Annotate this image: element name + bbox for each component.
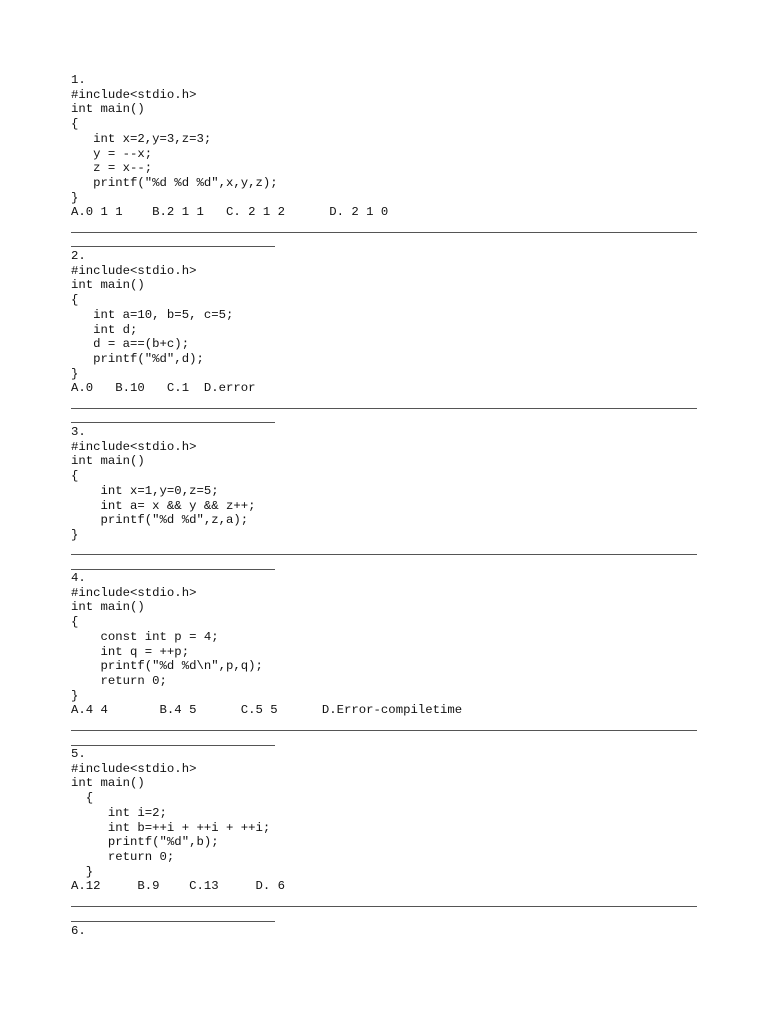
separator-line [71,246,275,247]
code-line: int main() [71,278,145,293]
code-line: } [71,864,94,879]
code-line: z = x--; [71,161,153,176]
separator-line [71,422,275,423]
code-line: printf("%d",b); [71,835,219,850]
question-6 [71,924,86,939]
separator-line [71,408,697,409]
code-line: int main() [71,454,145,469]
code-line: printf("%d %d\n",p,q); [71,659,263,674]
question-number: 5. [71,747,86,761]
question-1 [71,73,388,220]
answer-options: A.12 B.9 C.13 D. 6 [71,879,286,894]
code-line: } [71,688,79,703]
code-line: int q = ++p; [71,644,190,659]
code-line: #include<stdio.h> [71,439,197,454]
code-line: int b=++i + ++i + ++i; [71,820,271,835]
code-line: { [71,293,79,308]
separator-line [71,745,275,746]
code-line: #include<stdio.h> [71,263,197,278]
code-line: int main() [71,600,145,615]
separator-line [71,730,697,731]
separator-line [71,921,275,922]
question-3 [71,425,255,543]
code-line: printf("%d",d); [71,351,204,366]
question-number: 3. [71,425,86,439]
code-line: } [71,366,79,381]
separator-line [71,906,697,907]
separator-line [71,554,697,555]
code-line: { [71,117,79,132]
question-2 [71,249,255,396]
code-line: printf("%d %d %d",x,y,z); [71,175,278,190]
code-line: #include<stdio.h> [71,761,197,776]
code-line: const int p = 4; [71,629,219,644]
question-5 [71,747,285,894]
code-line: int main() [71,776,145,791]
answer-options: A.0 1 1 B.2 1 1 C. 2 1 2 D. 2 1 0 [71,205,389,220]
code-line: } [71,527,79,542]
code-line: printf("%d %d",z,a); [71,513,249,528]
code-line: #include<stdio.h> [71,585,197,600]
question-number: 6. [71,924,86,938]
code-line: #include<stdio.h> [71,87,197,102]
code-line: { [71,469,79,484]
question-number: 2. [71,249,86,263]
question-4 [71,571,462,718]
question-number: 1. [71,73,86,87]
separator-line [71,569,275,570]
code-line: y = --x; [71,146,153,161]
code-line: d = a==(b+c); [71,337,190,352]
code-line: int x=1,y=0,z=5; [71,483,219,498]
code-line: { [71,791,94,806]
answer-options: A.0 B.10 C.1 D.error [71,381,256,396]
code-line: int d; [71,322,138,337]
code-line: int x=2,y=3,z=3; [71,131,212,146]
code-line: return 0; [71,849,175,864]
code-line: int a= x && y && z++; [71,498,256,513]
code-line: { [71,615,79,630]
answer-options: A.4 4 B.4 5 C.5 5 D.Error-compiletime [71,703,463,718]
question-number: 4. [71,571,86,585]
separator-line [71,232,697,233]
code-line: int i=2; [71,805,167,820]
code-line: } [71,190,79,205]
code-line: int main() [71,102,145,117]
code-line: return 0; [71,673,167,688]
code-line: int a=10, b=5, c=5; [71,307,234,322]
